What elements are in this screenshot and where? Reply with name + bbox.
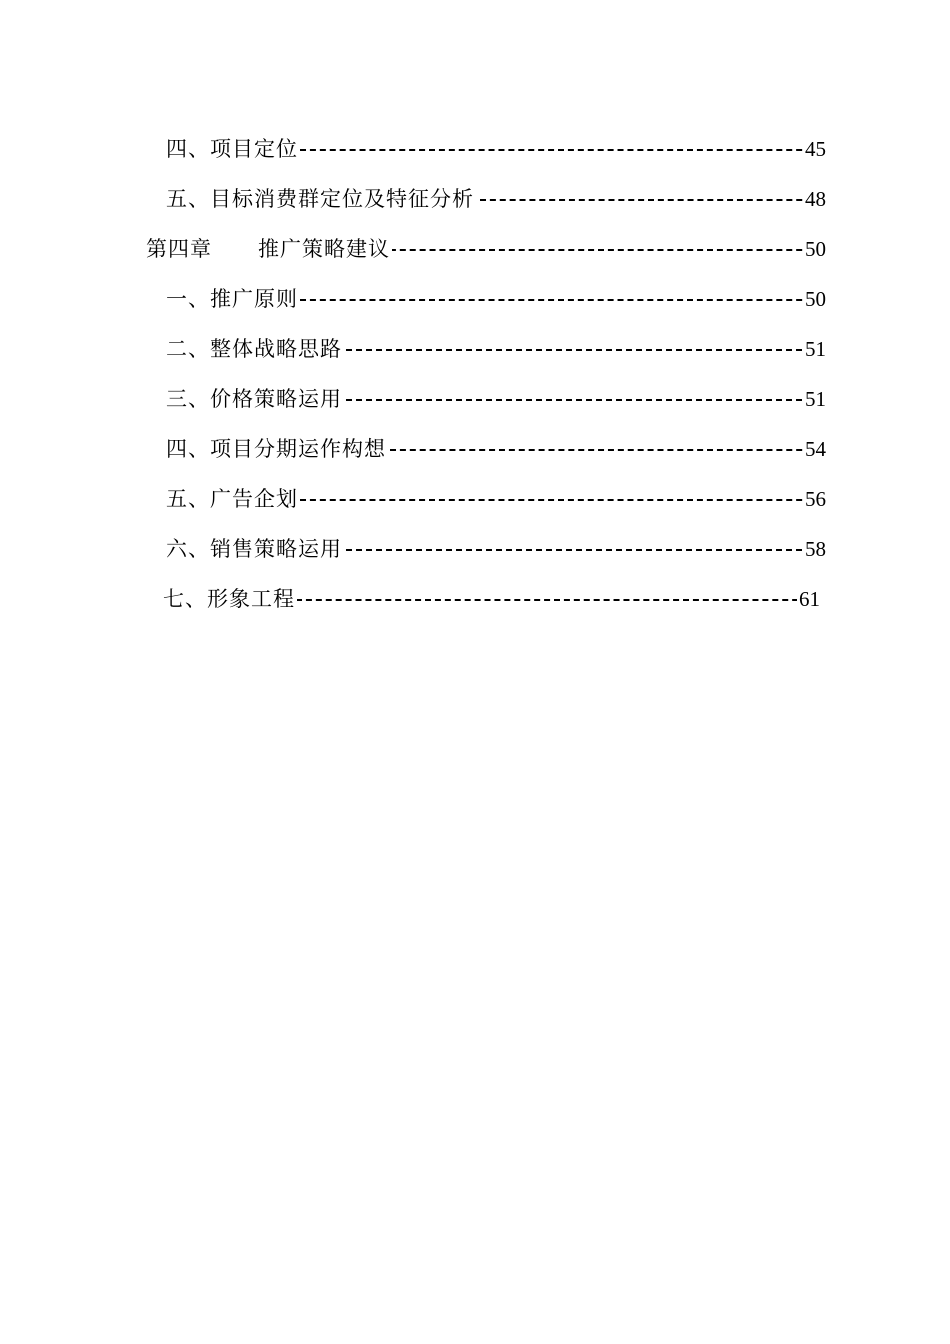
toc-entry-title: 四、项目定位 [166,124,300,174]
toc-entry-title: 四、项目分期运作构想 [166,424,388,474]
toc-entry-title: 六、销售策略运用 [166,524,344,574]
toc-entry[interactable] [0,374,950,424]
toc-dot-leader [300,499,822,501]
toc-dot-leader [346,399,822,401]
toc-entry[interactable] [0,324,950,374]
toc-entry[interactable] [0,424,950,474]
toc-entry[interactable] [0,574,950,624]
toc-entry[interactable] [0,474,950,524]
table-of-contents [0,124,950,624]
toc-entry-page-number: 50 [803,224,826,274]
toc-entry-page-number: 61 [797,574,820,624]
toc-dot-leader [346,549,822,551]
toc-dot-leader [480,199,822,201]
toc-entry-title: 五、广告企划 [166,474,300,524]
toc-entry-title: 七、形象工程 [163,574,297,624]
toc-entry[interactable] [0,274,950,324]
toc-entry-page-number: 56 [803,474,826,524]
toc-entry-page-number: 50 [803,274,826,324]
toc-dot-leader [300,149,822,151]
toc-entry-title: 三、价格策略运用 [166,374,344,424]
toc-entry-title: 五、目标消费群定位及特征分析 [166,174,476,224]
toc-entry[interactable] [0,524,950,574]
toc-entry[interactable] [0,124,950,174]
toc-entry-title: 二、整体战略思路 [166,324,344,374]
toc-entry-page-number: 45 [803,124,826,174]
toc-dot-leader [390,449,822,451]
toc-entry[interactable] [0,174,950,224]
toc-entry-page-number: 58 [803,524,826,574]
toc-entry-page-number: 54 [803,424,826,474]
toc-dot-leader [296,599,818,601]
toc-entry-page-number: 51 [803,324,826,374]
toc-chapter-entry[interactable] [0,224,950,274]
toc-dot-leader [346,349,822,351]
toc-entry-title: 一、推广原则 [166,274,300,324]
toc-dot-leader [380,249,822,251]
toc-entry-page-number: 48 [803,174,826,224]
toc-dot-leader [300,299,822,301]
toc-chapter-title: 第四章 推广策略建议 [146,224,392,274]
toc-entry-page-number: 51 [803,374,826,424]
